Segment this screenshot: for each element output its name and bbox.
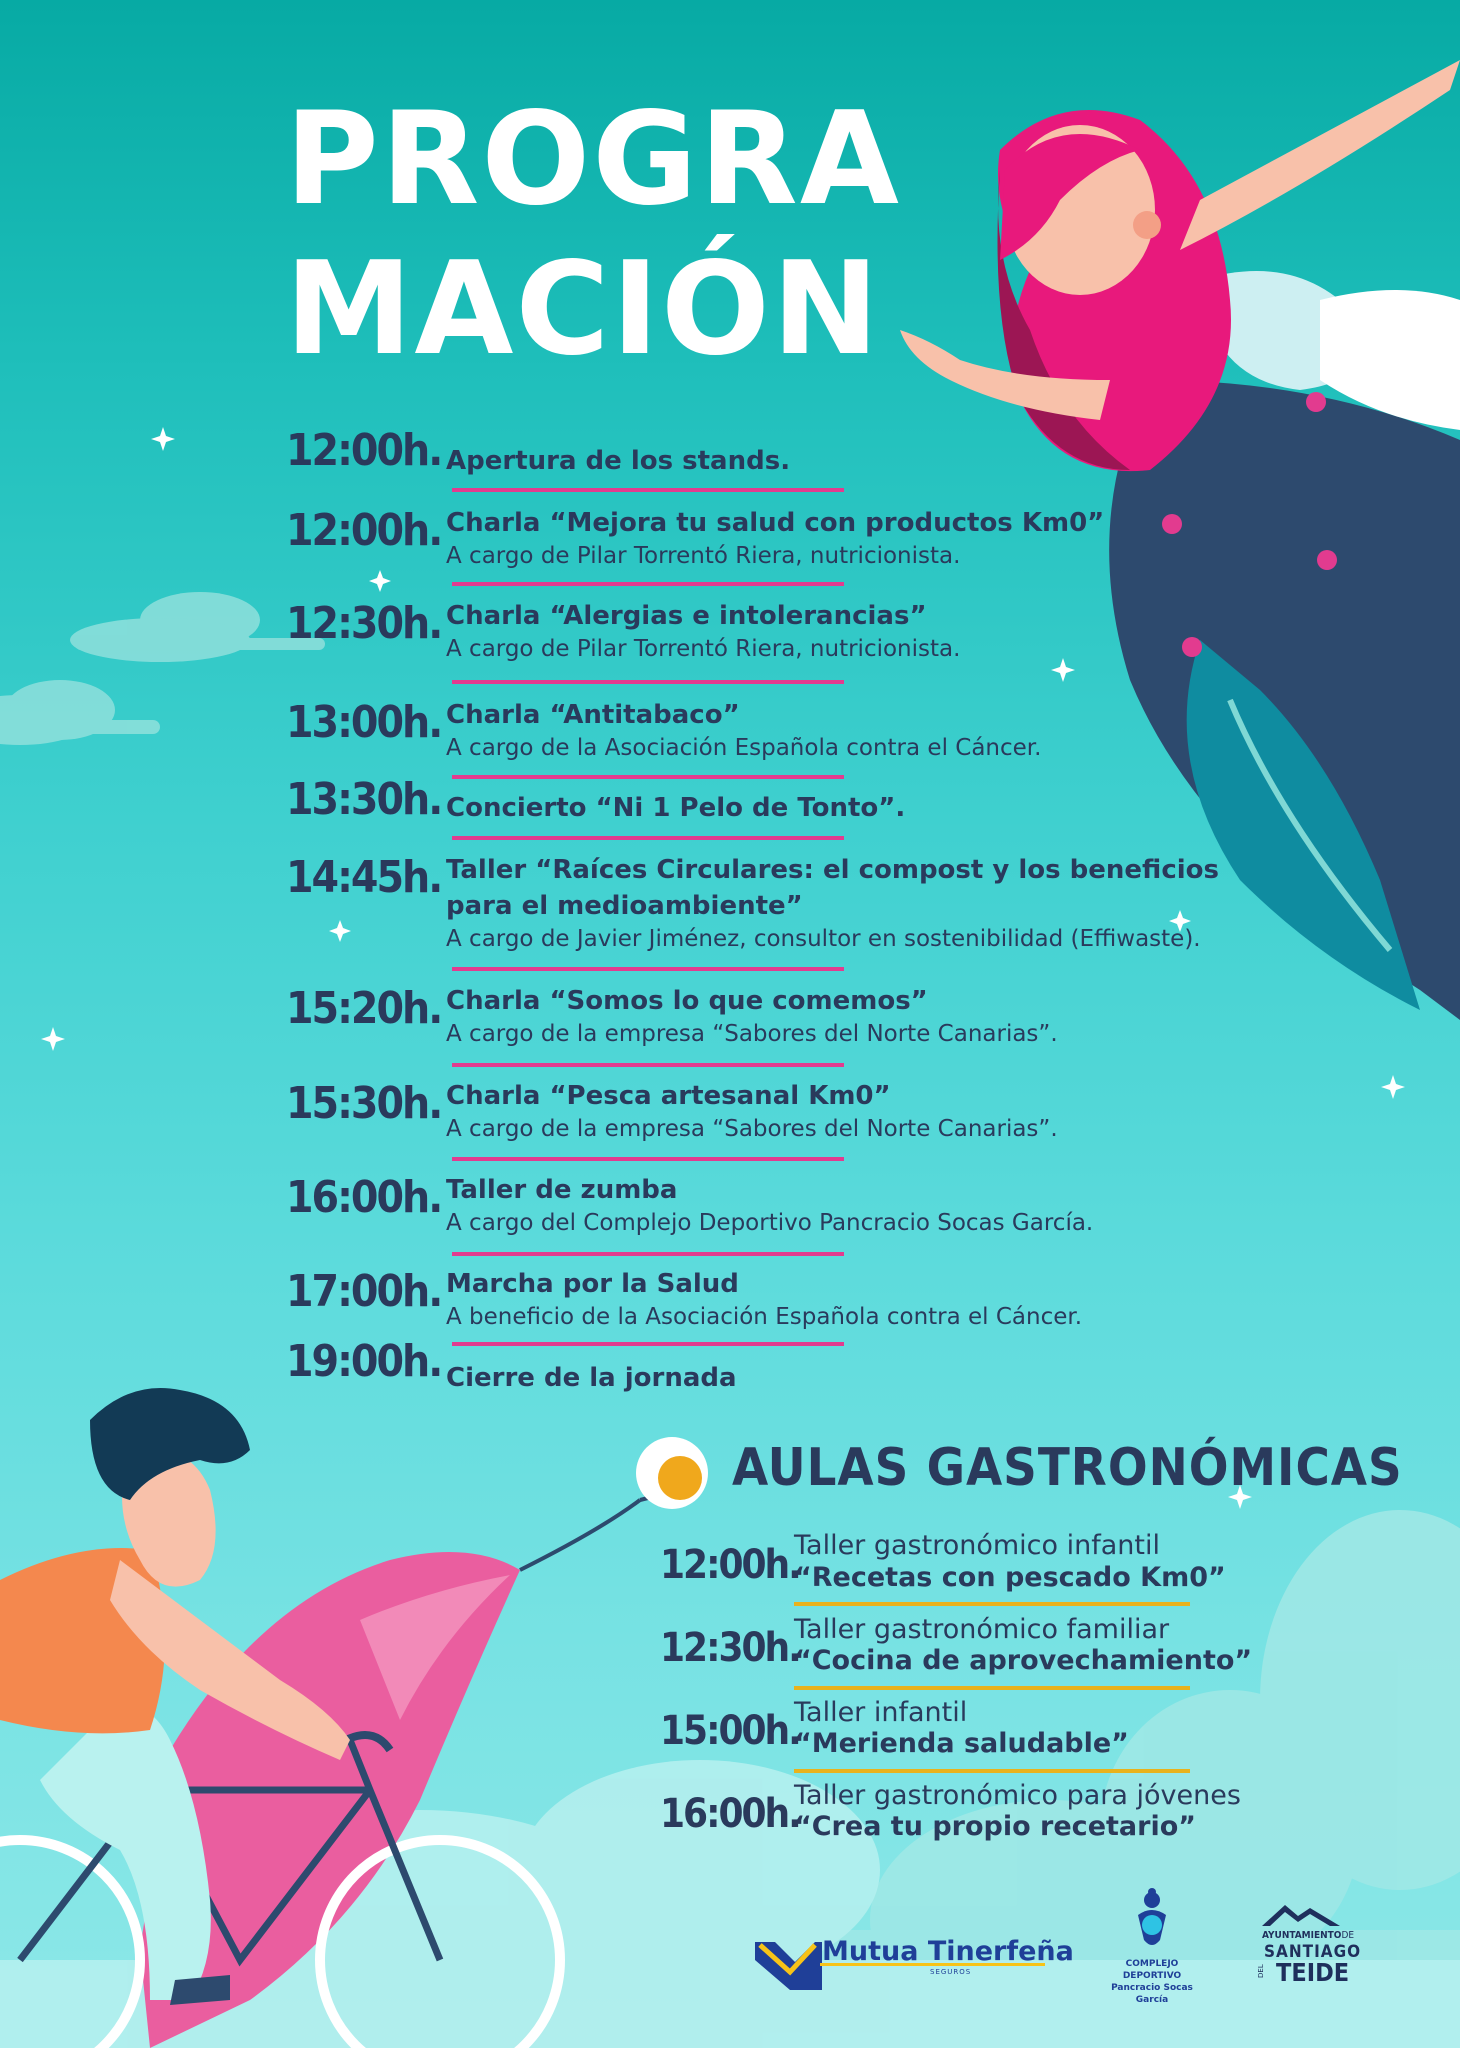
aula-time: 16:00h. (660, 1791, 800, 1837)
schedule-title: Cierre de la jornada (446, 1363, 737, 1393)
aula-name: “Recetas con pescado Km0” (794, 1562, 1226, 1593)
separator-line (452, 1342, 844, 1346)
ayuntamiento-line-3: TEIDE (1276, 1958, 1350, 1987)
aula-name: “Crea tu propio recetario” (794, 1811, 1196, 1842)
schedule-title: Charla “Antitabaco” (446, 700, 740, 730)
ayuntamiento-del: DEL (1257, 1964, 1265, 1978)
separator-line (452, 582, 844, 586)
schedule-time: 12:30h. (286, 598, 442, 649)
aulas-title: AULAS GASTRONÓMICAS (732, 1438, 1403, 1498)
schedule-time: 13:30h. (286, 774, 442, 825)
schedule-description: A cargo de la empresa “Sabores del Norte Canarias”. (446, 1116, 1058, 1142)
schedule-description: A cargo de Javier Jiménez, consultor en sostenibilidad (Effiwaste). (446, 926, 1201, 952)
page-title (285, 85, 901, 385)
schedule-title: Charla “Alergias e intolerancias” (446, 601, 927, 631)
aula-time: 15:00h. (660, 1708, 800, 1754)
title-line-2: MACIÓN (285, 235, 881, 384)
schedule-time: 19:00h. (286, 1336, 442, 1387)
schedule-time: 14:45h. (286, 852, 442, 903)
aula-name: “Cocina de aprovechamiento” (794, 1645, 1253, 1676)
mutua-logo-subtext: SEGUROS (930, 1968, 972, 1976)
complejo-line-1: COMPLEJO DEPORTIVO (1122, 1959, 1182, 1981)
schedule-description: A cargo de la empresa “Sabores del Norte Canarias”. (446, 1021, 1058, 1047)
separator-line (452, 488, 844, 492)
mutua-logo-text: Mutua Tinerfeña (822, 1936, 1074, 1967)
complejo-line-2: Pancracio Socas García (1111, 1983, 1193, 2005)
separator-line (452, 836, 844, 840)
aula-name: “Merienda saludable” (794, 1728, 1129, 1759)
aula-time: 12:00h. (660, 1542, 800, 1588)
schedule-title: Taller de zumba (446, 1175, 678, 1205)
aula-label: Taller gastronómico para jóvenes (794, 1780, 1241, 1811)
aula-time: 12:30h. (660, 1625, 800, 1671)
title-line-1: PROGRA (285, 85, 901, 234)
schedule-description: A cargo de Pilar Torrentó Riera, nutricionista. (446, 636, 961, 662)
schedule-time: 12:00h. (286, 505, 442, 556)
schedule-time: 15:30h. (286, 1078, 442, 1129)
schedule-title: Taller “Raíces Circulares: el compost y los beneficios (446, 855, 1219, 885)
ayuntamiento-line-2: SANTIAGO (1264, 1942, 1362, 1962)
ayuntamiento-de: DE (1341, 1930, 1355, 1941)
ayuntamiento-line-1: AYUNTAMIENTODE (1262, 1930, 1355, 1941)
cloud-left-small-icon (0, 680, 160, 745)
schedule-description: A beneficio de la Asociación Española contra el Cáncer. (446, 1304, 1083, 1330)
schedule-title-cont: para el medioambiente” (446, 891, 803, 921)
aula-label: Taller infantil (794, 1697, 968, 1728)
schedule-title: Charla “Pesca artesanal Km0” (446, 1081, 891, 1111)
schedule-time: 12:00h. (286, 425, 442, 476)
separator-line (452, 680, 844, 684)
schedule-description: A cargo de Pilar Torrentó Riera, nutricionista. (446, 543, 961, 569)
schedule-description: A cargo del Complejo Deportivo Pancracio Socas García. (446, 1210, 1094, 1236)
schedule-title: Charla “Somos lo que comemos” (446, 986, 928, 1016)
aula-label: Taller gastronómico infantil (794, 1530, 1160, 1561)
schedule-time: 15:20h. (286, 983, 442, 1034)
aula-label: Taller gastronómico familiar (794, 1614, 1170, 1645)
separator-line (452, 1157, 844, 1161)
separator-line (794, 1602, 1190, 1606)
schedule-title: Apertura de los stands. (446, 446, 791, 476)
schedule-title: Concierto “Ni 1 Pelo de Tonto”. (446, 793, 906, 823)
separator-line (794, 1769, 1190, 1773)
separator-line (452, 775, 844, 779)
separator-line (452, 967, 844, 971)
schedule-title: Marcha por la Salud (446, 1269, 739, 1299)
schedule-time: 13:00h. (286, 697, 442, 748)
separator-line (794, 1686, 1190, 1690)
schedule-title: Charla “Mejora tu salud con productos Km0” (446, 508, 1105, 538)
complejo-logo-text (1096, 1958, 1208, 2006)
schedule-description: A cargo de la Asociación Española contra el Cáncer. (446, 735, 1042, 761)
schedule-time: 17:00h. (286, 1266, 442, 1317)
separator-line (452, 1063, 844, 1067)
separator-line (452, 1252, 844, 1256)
schedule-time: 16:00h. (286, 1172, 442, 1223)
